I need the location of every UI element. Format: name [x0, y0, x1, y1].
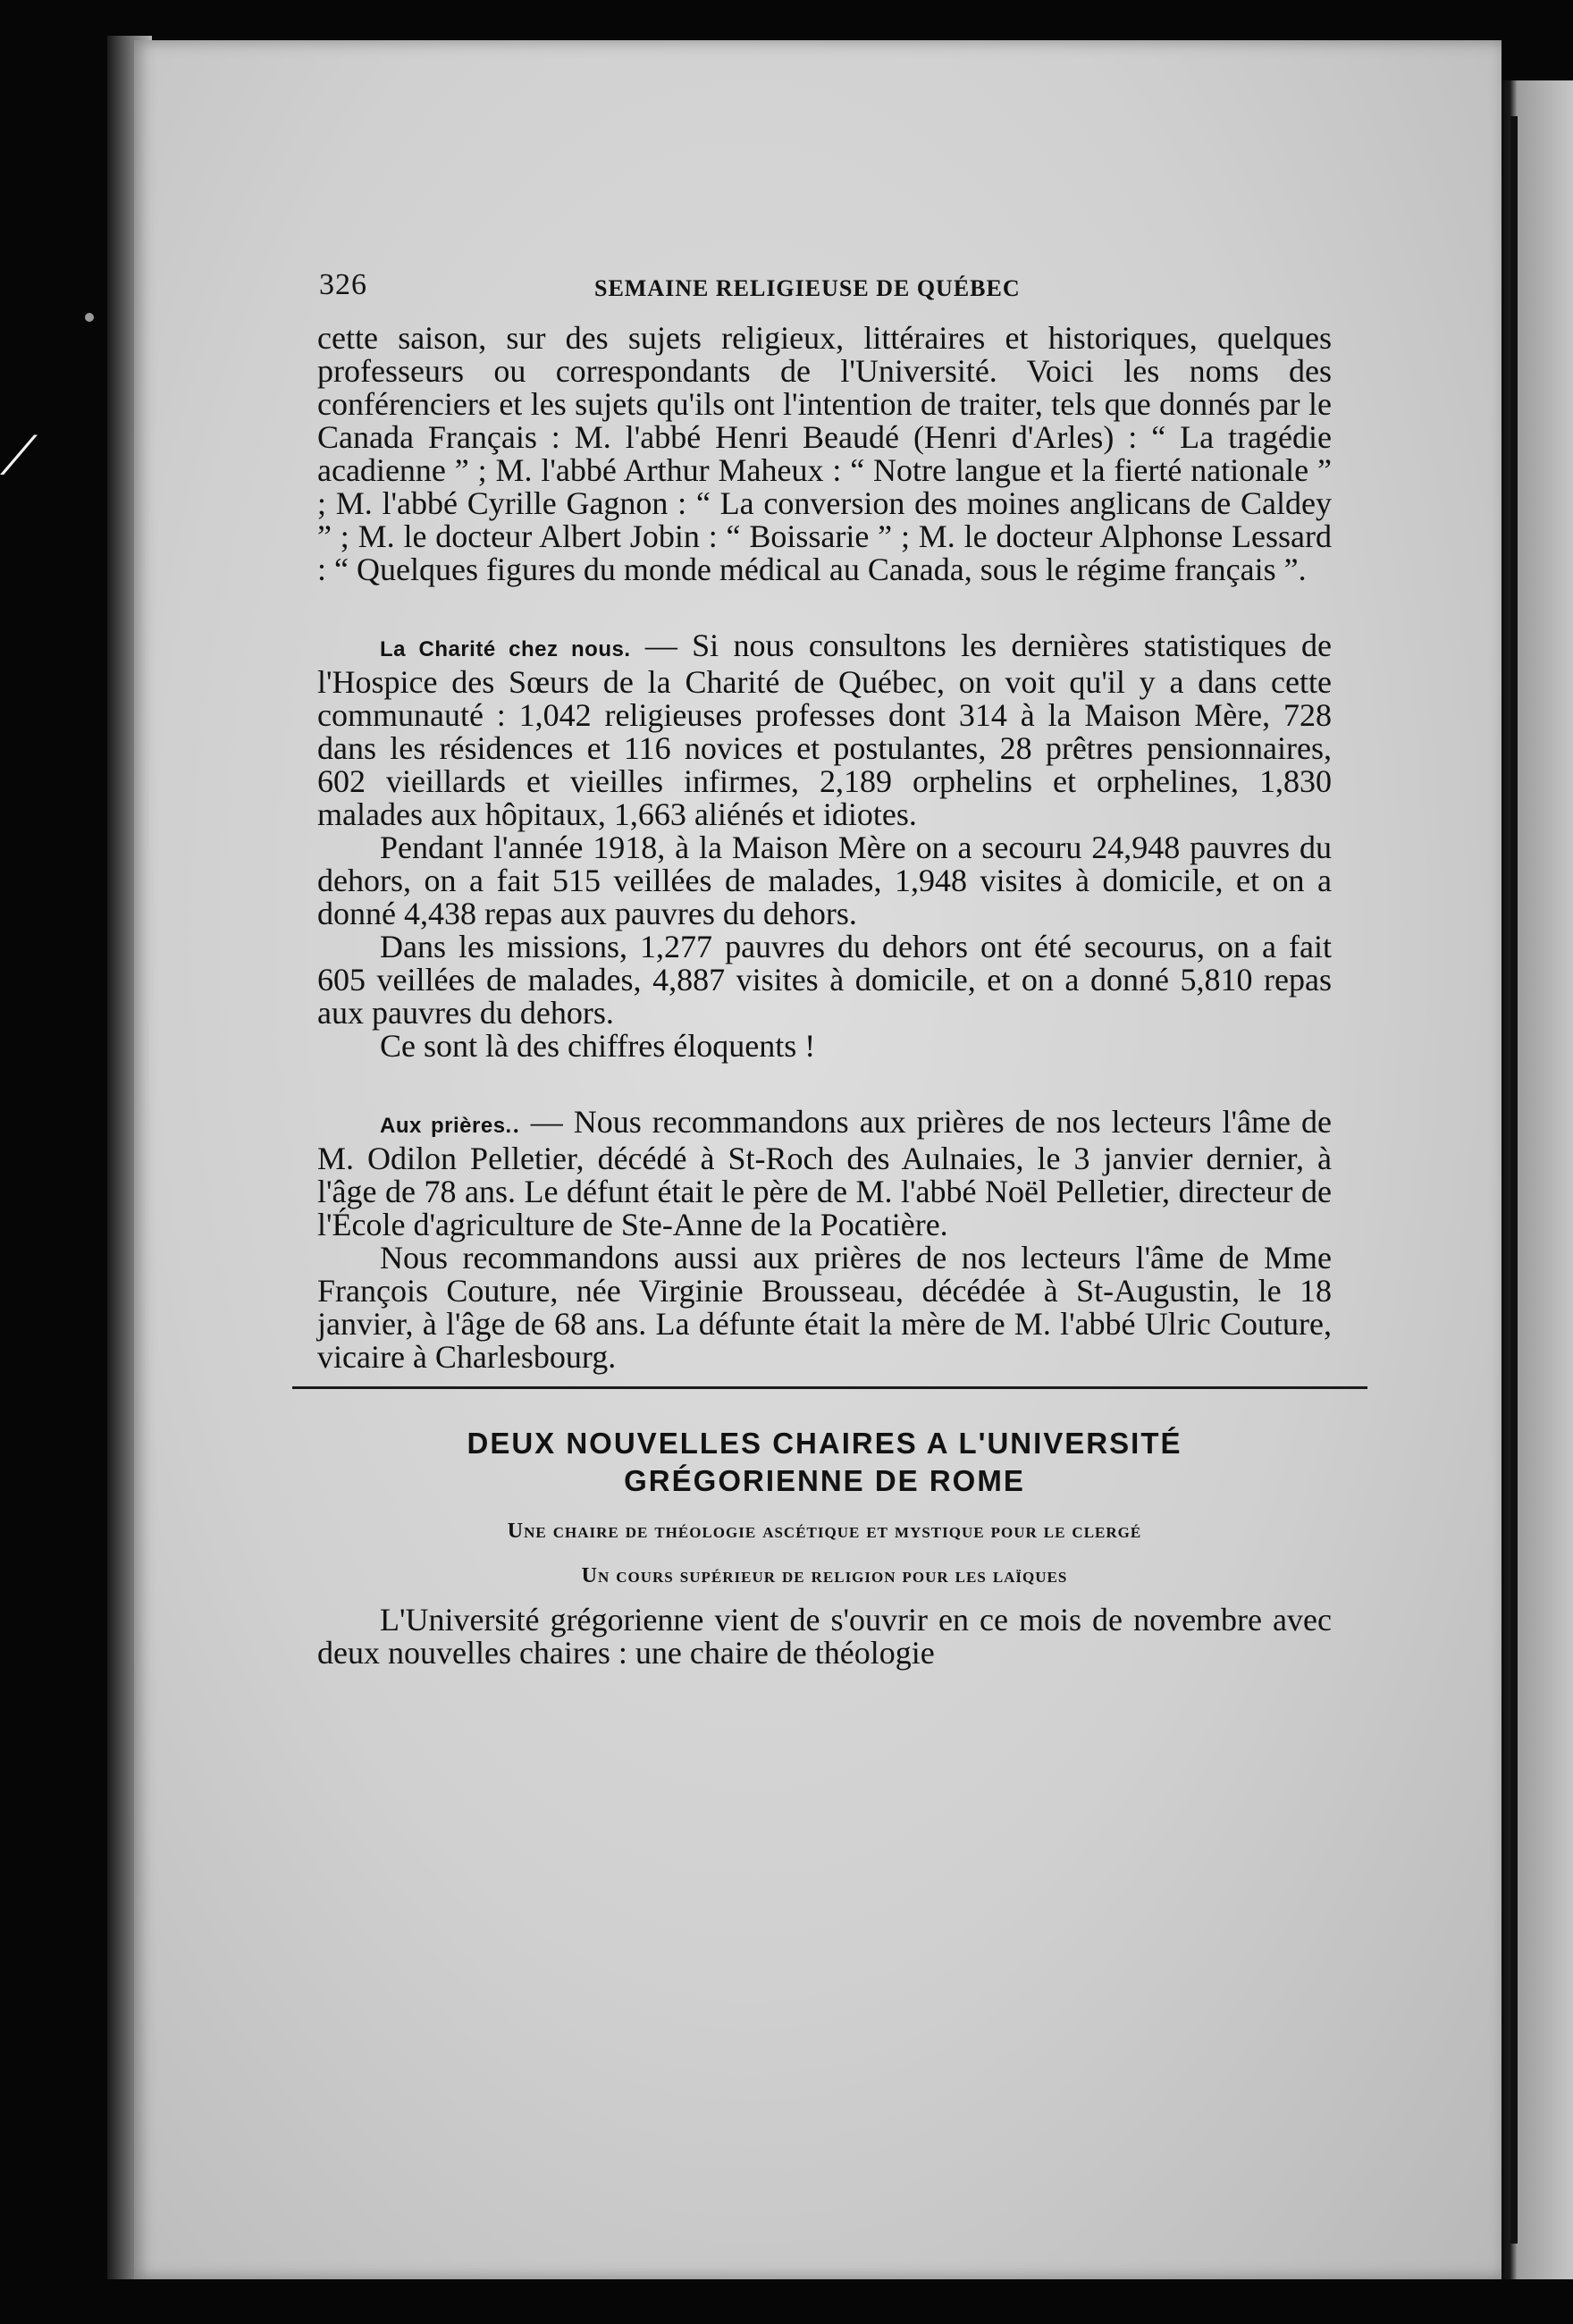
article-title-line-1: DEUX NOUVELLES CHAIRES A L'UNIVERSITÉ	[467, 1427, 1182, 1460]
paragraph-couture: Nous recommandons aussi aux prières de nos lecteurs l'âme de Mme François Couture, née Virginie Brousseau, décédée à St-Augustin, le 18 janvier, à l'âge de 68 ans. La défunte était la mère de M. l'abbé Ulric Couture, vicaire à Charlesbourg.	[317, 1240, 1332, 1375]
article-title	[317, 1425, 1332, 1500]
section-divider	[292, 1386, 1367, 1389]
margin-dot	[85, 313, 94, 322]
paragraph-charite	[317, 629, 1332, 831]
margin-mark: ⟋	[0, 425, 38, 487]
paragraph-charite-text: — Si nous consultons les dernières statistiques de l'Hospice des Sœurs de la Charité de Québec, on voit qu'il y a dans cette communauté : 1,042 religieuses professes dont 314 à la Maison Mère, 728 dans les résidences et 116 novices et postulantes, 28 prêtres pensionnaires, 602 vieillards et vieilles infirmes, 2,189 orphelins et orphelines, 1,830 malades aux hôpitaux, 1,663 aliénés et idiotes.	[317, 627, 1332, 832]
paragraph-1918: Pendant l'année 1918, à la Maison Mère on a secouru 24,948 pauvres du dehors, on a fait 515 veillées de malades, 1,948 visites à domicile, et on a donné 4,438 repas aux pauvres du dehors.	[317, 829, 1332, 931]
paragraph-missions: Dans les missions, 1,277 pauvres du dehors ont été secourus, on a fait 605 veillées de malades, 4,887 visites à domicile, et on a donné 5,810 repas aux pauvres du dehors.	[317, 929, 1332, 1031]
article-title-line-2: GRÉGORIENNE DE ROME	[624, 1464, 1025, 1497]
paragraph-prieres-text: . — Nous recommandons aux prières de nos lecteurs l'âme de M. Odilon Pelletier, décédé à St-Roch des Aulnaies, le 3 janvier dernier, à l'âge de 78 ans. Le défunt était le père de M. l'abbé Noël Pelletier, directeur de l'École d'agriculture de Ste-Anne de la Pocatière.	[317, 1104, 1332, 1242]
paragraph-prieres	[317, 1106, 1332, 1242]
running-title: SEMAINE RELIGIEUSE DE QUÉBEC	[594, 275, 1021, 301]
article-subtitle-1: Une chaire de théologie ascétique et mystique pour le clergé	[507, 1520, 1142, 1543]
binding-edge	[1510, 116, 1518, 2244]
paragraph-conferences: cette saison, sur des sujets religieux, littéraires et historiques, quelques professeurs ou correspondants de l'Université. Voici les noms des conférenciers et les sujets qu'ils ont l'intention de traiter, tels que donnés par le Canada Français : M. l'abbé Henri Beaudé (Henri d'Arles) : “ La tragédie acadienne ” ; M. l'abbé Arthur Maheux : “ Notre langue et la fierté nationale ” ; M. l'abbé Cyrille Gagnon : “ La conversion des moines anglicans de Caldey ” ; M. le docteur Albert Jobin : “ Boissarie ” ; M. le docteur Alphonse Lessard : “ Quelques figures du monde médical au Canada, sous le régime français ”.	[317, 320, 1332, 587]
run-in-heading-charite: La Charité chez nous.	[380, 637, 631, 661]
article-subtitle-2: Un cours supérieur de religion pour les laïques	[581, 1564, 1068, 1587]
page-number: 326	[319, 268, 367, 301]
running-head	[317, 268, 1332, 322]
page-content	[317, 268, 1332, 1670]
paragraph-chiffres: Ce sont là des chiffres éloquents !	[380, 1028, 816, 1064]
run-in-heading-prieres: Aux prières.	[380, 1114, 512, 1138]
article-body: L'Université grégorienne vient de s'ouvrir en ce mois de novembre avec deux nouvelles chaires : une chaire de théologie	[317, 1602, 1332, 1671]
